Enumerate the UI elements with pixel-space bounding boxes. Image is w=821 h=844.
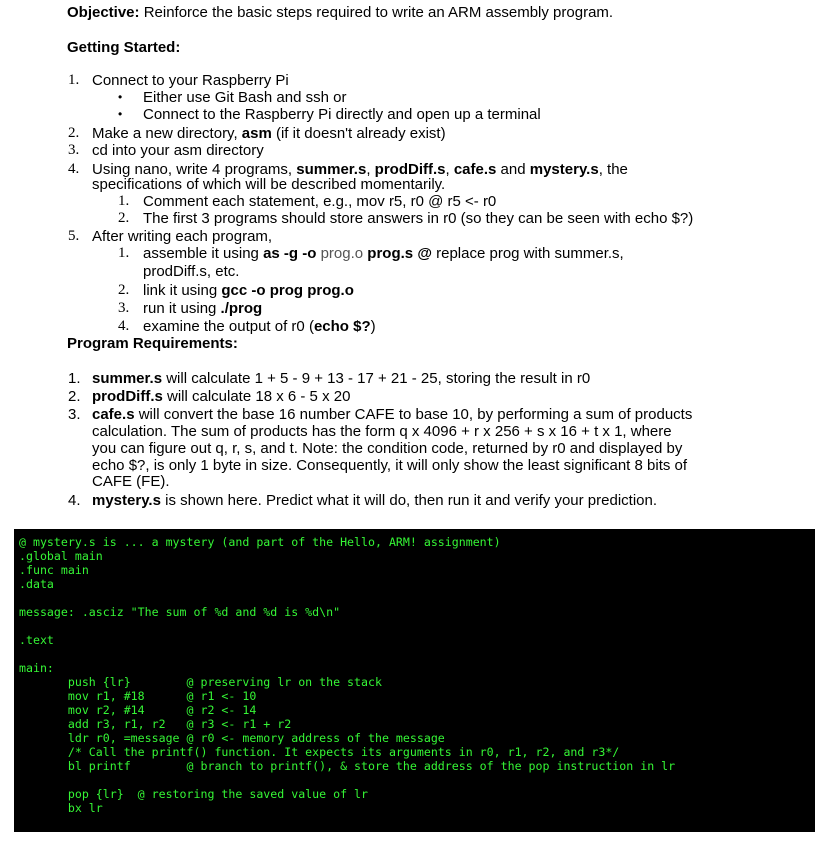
step-5-sub-3-number: 3.	[118, 300, 130, 316]
step-4-pre: Using nano, write 4 programs,	[92, 161, 297, 178]
code-line: mov r2, #14 @ r2 <- 14	[19, 703, 257, 717]
step-5-sub-4-number: 4.	[118, 318, 130, 334]
req-4-number: 4.	[68, 492, 81, 509]
step-4-sub-1: Comment each statement, e.g., mov r5, r0 @ r5 <- r0	[143, 193, 497, 210]
step-5-sub-1-number: 1.	[118, 245, 130, 261]
code-line: bx lr	[19, 801, 103, 815]
step-4-sub-2: The first 3 programs should store answers in r0 (so they can be seen with echo $?)	[143, 210, 694, 227]
req-3-text: will convert the base 16 number CAFE to base 10, by performing a sum of products	[134, 406, 693, 423]
code-line: main:	[19, 661, 54, 675]
step-4-cafe: cafe.s	[453, 161, 497, 178]
step-4-proddiff: prodDiff.s	[374, 161, 446, 178]
step-2-post: (if it doesn't already exist)	[271, 125, 446, 142]
req-2-text: will calculate 18 x 6 - 5 x 20	[162, 388, 351, 405]
step-1-sub-2: Connect to the Raspberry Pi directly and open up a terminal	[143, 106, 541, 123]
code-line: push {lr} @ preserving lr on the stack	[19, 675, 382, 689]
step-5-sub-2-number: 2.	[118, 282, 130, 298]
step-5-sub-2-cmd: gcc -o prog prog.o	[221, 282, 354, 299]
req-2-file: prodDiff.s	[92, 388, 163, 405]
step-4-number: 4.	[68, 161, 80, 177]
step-5-sub-4-pre: examine the output of r0 (	[143, 318, 314, 335]
step-5-sub-4-post: )	[370, 318, 376, 335]
step-4-sub-2-number: 2.	[118, 210, 130, 226]
step-5-sub-1-line-2: prodDiff.s, etc.	[143, 263, 240, 280]
step-3-number: 3.	[68, 142, 80, 158]
req-1-number: 1.	[68, 370, 81, 387]
code-line: mov r1, #18 @ r1 <- 10	[19, 689, 257, 703]
step-4-mystery: mystery.s	[529, 161, 599, 178]
step-5-sub-3-pre: run it using	[143, 300, 221, 317]
req-2-number: 2.	[68, 388, 81, 405]
req-3-file: cafe.s	[92, 406, 135, 423]
bullet-icon: •	[118, 90, 123, 104]
step-4-sub-1-number: 1.	[118, 193, 130, 209]
step-5-sub-4	[143, 318, 376, 335]
step-5-sub-1-pre: assemble it using	[143, 245, 264, 262]
objective-text: Reinforce the basic steps required to write an ARM assembly program.	[139, 4, 614, 21]
step-4-sep: and	[496, 161, 530, 178]
code-line: ldr r0, =message @ r0 <- memory address of the message	[19, 731, 445, 745]
objective	[67, 4, 613, 21]
req-3-line-4: echo $?, is only 1 byte in size. Consequently, it will only show the least significant 8 bits of	[92, 457, 688, 474]
req-1-text: will calculate 1 + 5 - 9 + 13 - 17 + 21 - 25, storing the result in r0	[162, 370, 591, 387]
req-1	[92, 370, 590, 387]
getting-started-heading: Getting Started:	[67, 39, 181, 56]
step-5-sub-1-at: @	[417, 245, 432, 262]
step-5-sub-4-cmd: echo $?	[313, 318, 371, 335]
step-5-sub-1	[143, 245, 624, 262]
code-line: @ mystery.s is ... a mystery (and part of the Hello, ARM! assignment)	[19, 535, 501, 549]
step-5-sub-2	[143, 282, 354, 299]
code-line: bl printf @ branch to printf(), & store the address of the pop instruction in lr	[19, 759, 676, 773]
code-line: .data	[19, 577, 54, 591]
step-1-number: 1.	[68, 72, 80, 88]
step-4-sep: ,	[366, 161, 375, 178]
step-2-pre: Make a new directory,	[92, 125, 242, 142]
step-4-post: , the	[598, 161, 628, 178]
code-line: .global main	[19, 549, 103, 563]
req-4-file: mystery.s	[92, 492, 161, 509]
step-5-sub-3-cmd: ./prog	[220, 300, 263, 317]
code-line: message: .asciz "The sum of %d and %d is %d\n"	[19, 605, 341, 619]
step-1-sub-1: Either use Git Bash and ssh or	[143, 89, 347, 106]
code-line: /* Call the printf() function. It expects its arguments in r0, r1, r2, and r3*/	[19, 745, 620, 759]
step-4-summer: summer.s	[296, 161, 367, 178]
step-5-sub-2-pre: link it using	[143, 282, 222, 299]
code-line: pop {lr} @ restoring the saved value of lr	[19, 787, 369, 801]
req-2	[92, 388, 350, 405]
requirements-heading: Program Requirements:	[67, 335, 238, 352]
req-3-line-5: CAFE (FE).	[92, 473, 170, 490]
req-3-number: 3.	[68, 406, 81, 423]
bullet-icon: •	[118, 107, 123, 121]
req-4	[92, 492, 657, 509]
req-1-file: summer.s	[92, 370, 163, 387]
step-5-sub-1-post: replace prog with summer.s,	[431, 245, 624, 262]
step-5-sub-3	[143, 300, 262, 317]
req-3	[92, 406, 692, 423]
step-1: Connect to your Raspberry Pi	[92, 72, 289, 89]
objective-label: Objective:	[67, 4, 140, 21]
req-3-line-2: calculation. The sum of products has the form q x 4096 + r x 256 + s x 16 + t x 1, where	[92, 423, 672, 440]
step-5-sub-1-obj: prog.o	[320, 245, 364, 262]
code-line: add r3, r1, r2 @ r3 <- r1 + r2	[19, 717, 292, 731]
req-3-line-3: you can figure out q, r, s, and t. Note: the condition code, returned by r0 and displayed by	[92, 440, 683, 457]
step-5-sub-1-cmd: as -g -o	[263, 245, 321, 262]
code-block	[14, 529, 815, 832]
req-4-text: is shown here. Predict what it will do, then run it and verify your prediction.	[160, 492, 658, 509]
step-2-bold: asm	[241, 125, 272, 142]
step-2-number: 2.	[68, 125, 80, 141]
code-line: .text	[19, 633, 54, 647]
step-2	[92, 125, 446, 142]
step-3: cd into your asm directory	[92, 142, 264, 159]
code-line: .func main	[19, 563, 89, 577]
step-4-sep: ,	[445, 161, 454, 178]
step-5-number: 5.	[68, 228, 80, 244]
step-5-sub-1-src: prog.s	[363, 245, 414, 262]
step-4-line-2: specifications of which will be described momentarily.	[92, 176, 446, 193]
step-5: After writing each program,	[92, 228, 273, 245]
